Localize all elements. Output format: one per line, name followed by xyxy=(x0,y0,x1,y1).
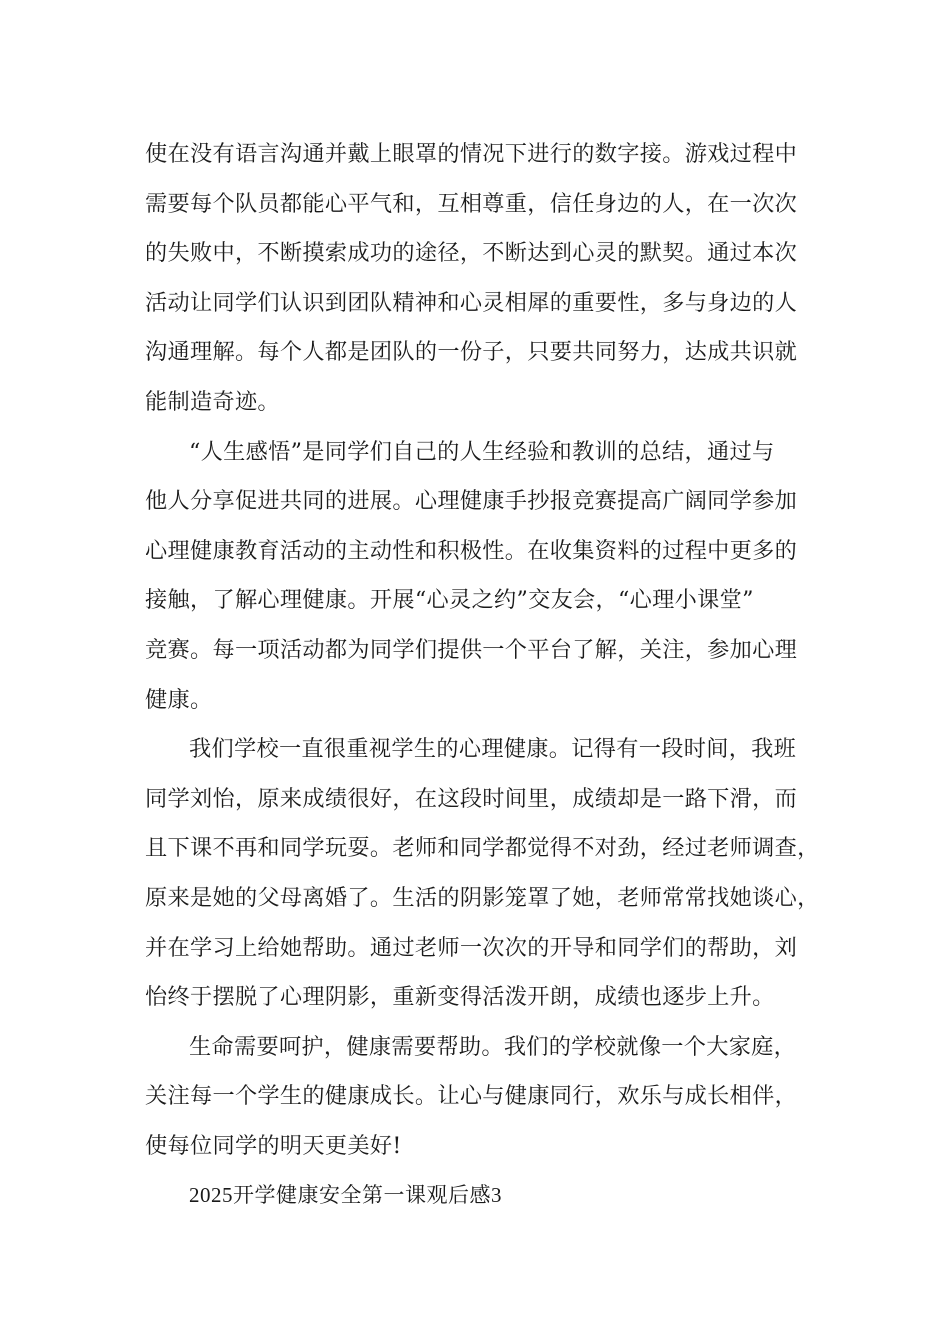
paragraph-line: 生命需要呵护，健康需要帮助。我们的学校就像一个大家庭， xyxy=(189,1033,797,1060)
paragraph-line: 需要每个队员都能心平气和，互相尊重，信任身边的人，在一次次 xyxy=(145,190,798,217)
paragraph-line: 接触，了解心理健康。开展“心灵之约”交友会，“心理小课堂” xyxy=(145,587,754,614)
paragraph-line: 心理健康教育活动的主动性和积极性。在收集资料的过程中更多的 xyxy=(145,537,798,564)
paragraph-line: 原来是她的父母离婚了。生活的阴影笼罩了她，老师常常找她谈心， xyxy=(145,884,820,911)
paragraph-line: 竞赛。每一项活动都为同学们提供一个平台了解，关注，参加心理 xyxy=(145,636,798,663)
paragraph-line: 健康。 xyxy=(145,686,213,713)
paragraph-line: 他人分享促进共同的进展。心理健康手抄报竞赛提高广阔同学参加 xyxy=(145,488,798,515)
paragraph-line: 能制造奇迹。 xyxy=(145,388,280,415)
paragraph-3 xyxy=(145,725,825,1023)
paragraph-1 xyxy=(145,130,825,428)
paragraph-line: 活动让同学们认识到团队精神和心灵相犀的重要性，多与身边的人 xyxy=(145,289,798,316)
document-body xyxy=(145,130,825,1221)
paragraph-line: 的失败中，不断摸索成功的途径，不断达到心灵的默契。通过本次 xyxy=(145,240,798,267)
paragraph-line: 并在学习上给她帮助。通过老师一次次的开导和同学们的帮助，刘 xyxy=(145,934,798,961)
paragraph-line: 沟通理解。每个人都是团队的一份子，只要共同努力，达成共识就 xyxy=(145,339,798,366)
paragraph-line: 我们学校一直很重视学生的心理健康。记得有一段时间，我班 xyxy=(189,736,797,763)
paragraph-line: 使在没有语言沟通并戴上眼罩的情况下进行的数字接。游戏过程中 xyxy=(145,141,798,167)
section-heading: 2025开学健康安全第一课观后感3 xyxy=(189,1183,502,1208)
paragraph-line: 怡终于摆脱了心理阴影，重新变得活泼开朗，成绩也逐步上升。 xyxy=(145,984,775,1011)
paragraph-line: 同学刘怡，原来成绩很好，在这段时间里，成绩却是一路下滑，而 xyxy=(145,785,798,812)
paragraph-line: 关注每一个学生的健康成长。让心与健康同行，欢乐与成长相伴， xyxy=(145,1083,798,1110)
paragraph-4 xyxy=(145,1023,825,1172)
paragraph-line: 且下课不再和同学玩耍。老师和同学都觉得不对劲，经过老师调查， xyxy=(145,835,820,862)
paragraph-line: 使每位同学的明天更美好! xyxy=(145,1132,402,1159)
paragraph-line: “人生感悟”是同学们自己的人生经验和教训的总结，通过与 xyxy=(189,438,775,465)
paragraph-2 xyxy=(145,428,825,726)
